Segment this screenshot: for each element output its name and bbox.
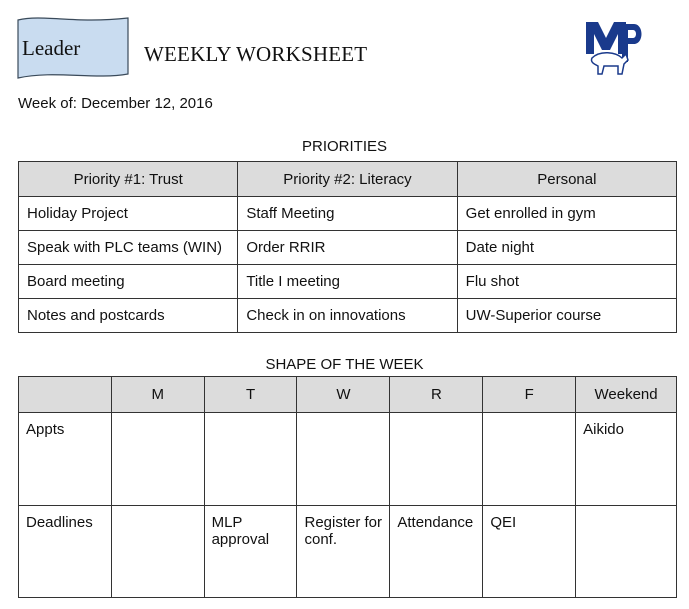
table-cell (390, 413, 483, 506)
column-header: T (204, 377, 297, 413)
table-row (19, 265, 677, 299)
table-cell: Order RRIR (238, 231, 457, 265)
table-cell: Aikido (576, 413, 677, 506)
shape-of-week-table (18, 376, 677, 598)
column-header: W (297, 377, 390, 413)
column-header: Personal (457, 162, 676, 197)
table-cell: Flu shot (457, 265, 676, 299)
table-cell: Staff Meeting (238, 197, 457, 231)
priorities-table (18, 161, 677, 333)
table-row (19, 413, 677, 506)
table-header-row (19, 162, 677, 197)
table-cell: Speak with PLC teams (WIN) (19, 231, 238, 265)
mp-mascot-logo-icon (582, 14, 644, 76)
column-header: Priority #1: Trust (19, 162, 238, 197)
table-cell: Attendance (390, 506, 483, 598)
column-header: Weekend (576, 377, 677, 413)
table-cell: Get enrolled in gym (457, 197, 676, 231)
table-cell: QEI (483, 506, 576, 598)
table-cell (297, 413, 390, 506)
table-cell (204, 413, 297, 506)
table-cell: Notes and postcards (19, 299, 238, 333)
table-cell: Holiday Project (19, 197, 238, 231)
row-label: Deadlines (19, 506, 112, 598)
column-header: Priority #2: Literacy (238, 162, 457, 197)
priorities-title: PRIORITIES (301, 138, 387, 155)
table-cell: Check in on innovations (238, 299, 457, 333)
table-cell: Board meeting (19, 265, 238, 299)
page-title: WEEKLY WORKSHEET (144, 42, 368, 66)
table-header-row (19, 377, 677, 413)
shape-of-week-title: SHAPE OF THE WEEK (265, 356, 424, 373)
table-row (19, 506, 677, 598)
table-cell: Title I meeting (238, 265, 457, 299)
table-cell (111, 413, 204, 506)
column-header: F (483, 377, 576, 413)
table-cell: MLP approval (204, 506, 297, 598)
table-cell (111, 506, 204, 598)
table-cell: Date night (457, 231, 676, 265)
column-header: M (111, 377, 204, 413)
table-row (19, 231, 677, 265)
table-cell: Register for conf. (297, 506, 390, 598)
table-cell (483, 413, 576, 506)
row-label: Appts (19, 413, 112, 506)
column-header: R (390, 377, 483, 413)
banner-label: Leader (22, 36, 81, 60)
table-row (19, 197, 677, 231)
table-cell: UW-Superior course (457, 299, 676, 333)
table-row (19, 299, 677, 333)
week-of: Week of: December 12, 2016 (18, 95, 213, 112)
column-header (19, 377, 112, 413)
table-cell (576, 506, 677, 598)
